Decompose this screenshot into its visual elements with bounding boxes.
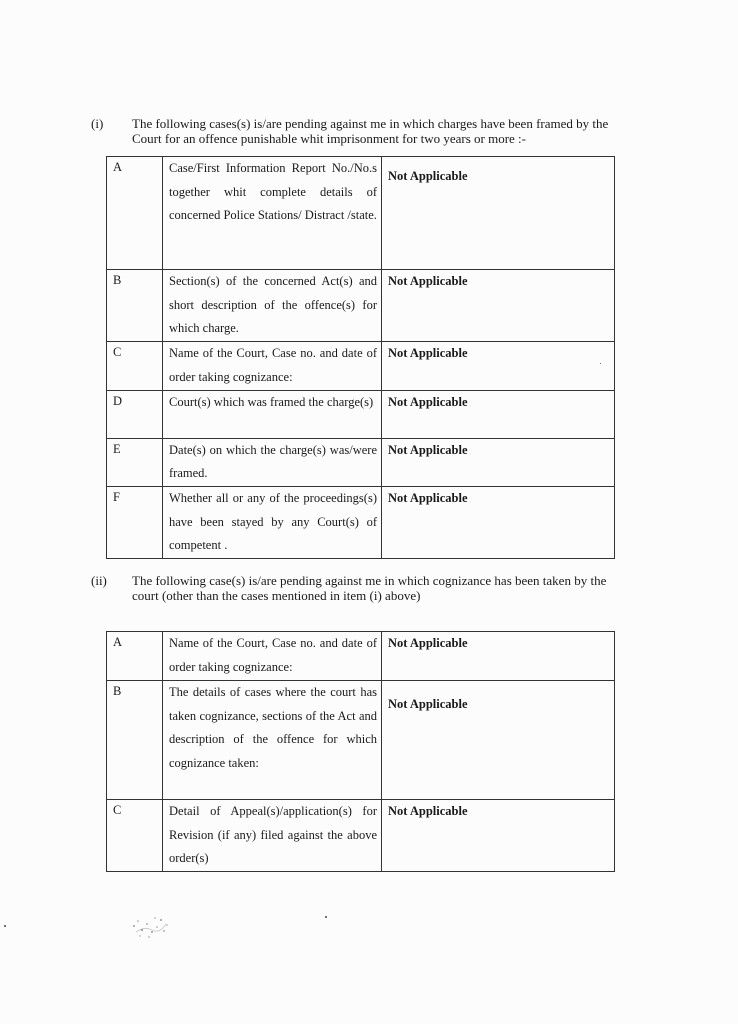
row-value: Not Applicable bbox=[382, 390, 615, 438]
table-row bbox=[107, 486, 615, 558]
row-letter: B bbox=[113, 273, 122, 287]
table-row bbox=[107, 438, 615, 486]
row-description: The details of cases where the court has taken cognizance, sections of the Act and description of the offence for which cognizance taken: bbox=[163, 681, 382, 800]
row-description: Date(s) on which the charge(s) was/were framed. bbox=[163, 438, 382, 486]
row-value: Not Applicable bbox=[382, 270, 615, 342]
row-letter: D bbox=[113, 393, 123, 408]
row-value: Not Applicable bbox=[382, 438, 615, 486]
table-row bbox=[107, 800, 615, 872]
row-value: Not Applicable bbox=[382, 800, 615, 872]
section-1-number: (i) bbox=[91, 116, 104, 131]
scan-speck bbox=[4, 925, 6, 927]
scan-speck bbox=[325, 916, 327, 918]
section-2-number: (ii) bbox=[91, 573, 107, 588]
row-letter: F bbox=[113, 489, 120, 504]
section-1-text: The following cases(s) is/are pending against me in which charges have been framed by the Court for an offence punishable whit imprisonment for two years or more :- bbox=[132, 116, 609, 146]
section-2-text: The following case(s) is/are pending against me in which cognizance has been taken by the court (other than the cases mentioned in item (i) above) bbox=[132, 573, 607, 603]
scan-speck bbox=[600, 363, 601, 364]
table-row bbox=[107, 342, 615, 390]
row-description: Section(s) of the concerned Act(s) and short description of the offence(s) for which charge. bbox=[163, 270, 382, 342]
row-letter: A bbox=[113, 160, 123, 174]
row-description: Court(s) which was framed the charge(s) bbox=[163, 390, 382, 438]
section-2-table bbox=[106, 631, 615, 872]
scan-smudge-mark bbox=[128, 912, 172, 944]
table-row bbox=[107, 270, 615, 342]
row-description: Name of the Court, Case no. and date of order taking cognizance: bbox=[163, 632, 382, 681]
table-row bbox=[107, 390, 615, 438]
row-letter: A bbox=[113, 635, 123, 649]
row-value: Not Applicable bbox=[388, 697, 468, 711]
row-description: Name of the Court, Case no. and date of order taking cognizance: bbox=[163, 342, 382, 390]
section-1-table bbox=[106, 156, 615, 559]
row-letter: E bbox=[113, 441, 121, 456]
row-description: Whether all or any of the proceedings(s) have been stayed by any Court(s) of competent . bbox=[163, 486, 382, 558]
row-value: Not Applicable bbox=[382, 632, 615, 681]
table-row bbox=[107, 681, 615, 800]
row-letter: B bbox=[113, 684, 122, 698]
row-description: Detail of Appeal(s)/application(s) for Revision (if any) filed against the above order(s) bbox=[163, 800, 382, 872]
row-value: Not Applicable bbox=[382, 342, 615, 390]
row-letter: C bbox=[113, 345, 122, 360]
row-letter: C bbox=[113, 803, 122, 817]
row-value: Not Applicable bbox=[388, 169, 468, 183]
table-row bbox=[107, 632, 615, 681]
row-description: Case/First Information Report No./No.s together whit complete details of concerned Police Stations/ Distract /state. bbox=[163, 157, 382, 270]
row-value: Not Applicable bbox=[382, 486, 615, 558]
table-row bbox=[107, 157, 615, 270]
